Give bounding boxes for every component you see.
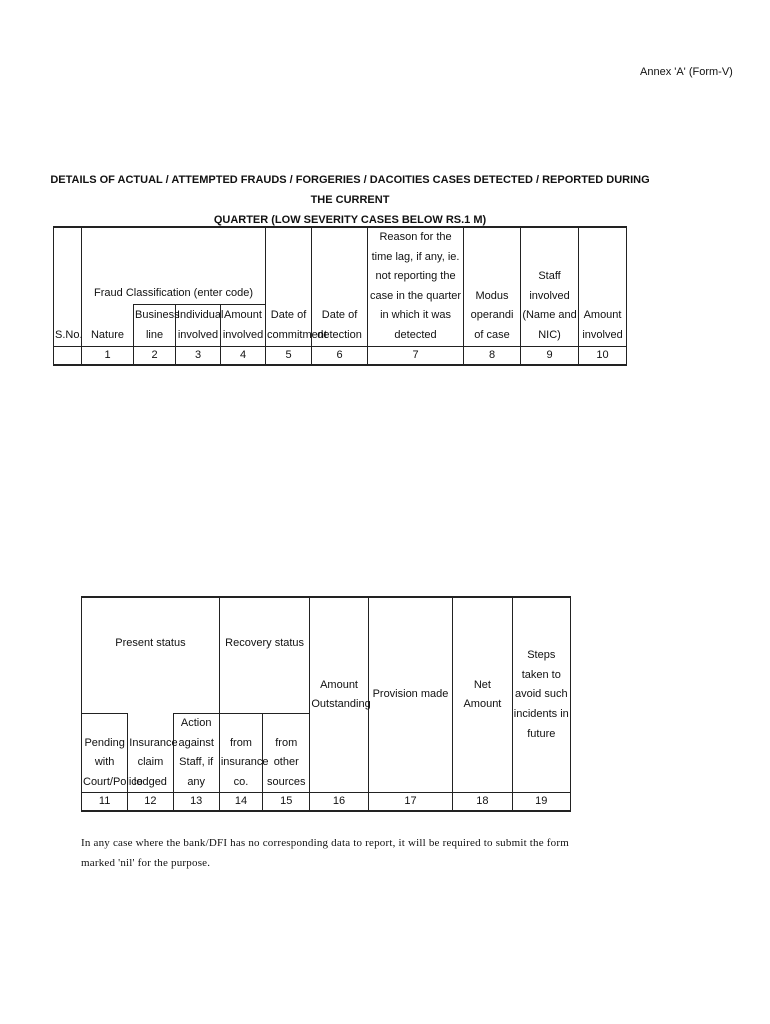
col-number: 15 bbox=[263, 793, 310, 812]
col-number: 4 bbox=[221, 346, 266, 365]
form-title bbox=[40, 170, 660, 230]
header-individual-involved: Individual involved bbox=[176, 305, 221, 347]
header-net-amount: Net Amount bbox=[453, 597, 512, 793]
header-amount-involved: Amount involved bbox=[579, 227, 627, 346]
header-action-against-staff: Action against Staff, if any bbox=[173, 714, 219, 793]
col-number: 5 bbox=[266, 346, 312, 365]
fraud-details-table bbox=[53, 226, 627, 366]
header-classification-amount: Amount involved bbox=[221, 305, 266, 347]
nil-report-note: In any case where the bank/DFI has no corresponding data to report, it will be required to submit the form marked 'nil' for the purpose. bbox=[81, 837, 569, 869]
header-nature: Nature bbox=[82, 305, 134, 347]
annex-label: Annex 'A' (Form-V) bbox=[640, 66, 733, 78]
header-date-of-detection: Date of detection bbox=[312, 227, 368, 346]
col-number: 19 bbox=[512, 793, 570, 812]
header-from-other-sources: from other sources bbox=[263, 714, 310, 793]
col-number: 16 bbox=[310, 793, 368, 812]
header-pending-with-court: Pending with Court/Police bbox=[82, 714, 128, 793]
header-recovery-status: Recovery status bbox=[219, 597, 310, 714]
form-title-line-2: QUARTER (LOW SEVERITY CASES BELOW RS.1 M) bbox=[213, 214, 487, 226]
col-number: 3 bbox=[176, 346, 221, 365]
col-number bbox=[54, 346, 82, 365]
col-number: 18 bbox=[453, 793, 512, 812]
recovery-status-table bbox=[81, 596, 571, 812]
header-date-of-commitment: Date of commitment bbox=[266, 227, 312, 346]
form-title-line-1: DETAILS OF ACTUAL / ATTEMPTED FRAUDS / FORGERIES / DACOITIES CASES DETECTED / REPORTED DURING THE CURRENT bbox=[50, 174, 650, 206]
header-sno: S.No. bbox=[54, 227, 82, 346]
col-number: 14 bbox=[219, 793, 262, 812]
header-business-line: Business line bbox=[134, 305, 176, 347]
header-from-insurance: from insurance co. bbox=[219, 714, 262, 793]
table1-number-row bbox=[54, 346, 627, 365]
header-provision-made: Provision made bbox=[368, 597, 453, 793]
col-number: 8 bbox=[464, 346, 521, 365]
table1-header-row-1 bbox=[54, 227, 627, 305]
header-amount-outstanding: Amount Outstanding bbox=[310, 597, 368, 793]
col-number: 11 bbox=[82, 793, 128, 812]
col-number: 9 bbox=[521, 346, 579, 365]
col-number: 17 bbox=[368, 793, 453, 812]
col-number: 6 bbox=[312, 346, 368, 365]
col-number: 1 bbox=[82, 346, 134, 365]
header-steps-taken: Steps taken to avoid such incidents in future bbox=[512, 597, 570, 793]
col-number: 13 bbox=[173, 793, 219, 812]
header-present-status: Present status bbox=[82, 597, 220, 714]
table2-number-row bbox=[82, 793, 571, 812]
header-staff-involved: Staff involved (Name and NIC) bbox=[521, 227, 579, 346]
header-insurance-claim: Insurance claim lodged bbox=[128, 714, 173, 793]
col-number: 12 bbox=[128, 793, 173, 812]
header-reason-time-lag: Reason for the time lag, if any, ie. not reporting the case in the quarter in which it was detected bbox=[368, 227, 464, 346]
col-number: 2 bbox=[134, 346, 176, 365]
header-modus-operandi: Modus operandi of case bbox=[464, 227, 521, 346]
header-fraud-classification: Fraud Classification (enter code) bbox=[82, 227, 266, 305]
col-number: 10 bbox=[579, 346, 627, 365]
table2-header-row-1 bbox=[82, 597, 571, 714]
col-number: 7 bbox=[368, 346, 464, 365]
